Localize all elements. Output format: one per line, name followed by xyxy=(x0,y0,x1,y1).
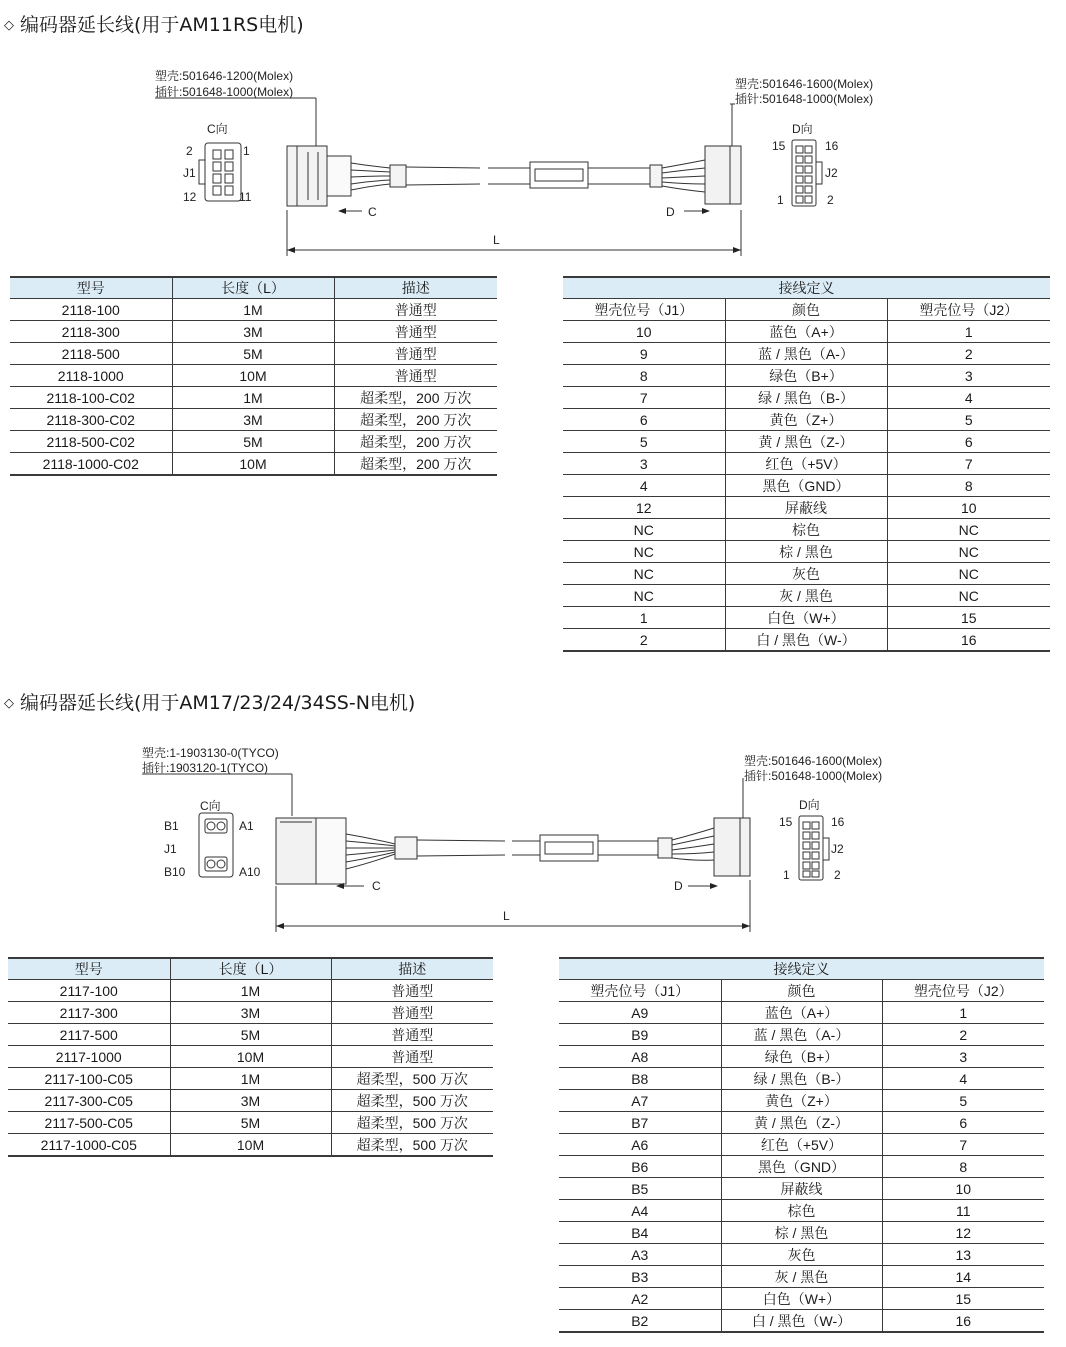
color-cell: 蓝色（A+） xyxy=(721,1002,882,1024)
j1-pin-cell: 6 xyxy=(563,409,725,431)
table-row xyxy=(563,541,1050,563)
c-pin-label: J1 xyxy=(164,842,177,856)
j2-pin-cell: 13 xyxy=(882,1244,1044,1266)
table-row xyxy=(563,321,1050,343)
table-row xyxy=(8,1046,493,1068)
wiring-table-2 xyxy=(559,957,1044,1333)
table-row xyxy=(10,343,497,365)
table-row xyxy=(563,475,1050,497)
table-row xyxy=(563,629,1050,652)
wiring-title: 接线定义 xyxy=(559,958,1044,980)
description-cell: 超柔型，200 万次 xyxy=(334,409,497,431)
color-cell: 黄 / 黑色（Z-） xyxy=(725,431,887,453)
right-note-line-2: 插针:501648-1000(Molex) xyxy=(744,769,883,783)
table-row xyxy=(8,1090,493,1112)
color-cell: 棕色 xyxy=(725,519,887,541)
wiring-subheader-row xyxy=(563,299,1050,321)
section-1-title: ◇ 编码器延长线(用于AM11RS电机) xyxy=(4,14,304,36)
cable-drawing-2 xyxy=(0,740,1066,940)
length-cell: 5M xyxy=(172,431,334,453)
table-row xyxy=(10,321,497,343)
table-row xyxy=(559,1244,1044,1266)
wiring-title: 接线定义 xyxy=(563,277,1050,299)
j2-pin-cell: 6 xyxy=(887,431,1050,453)
d-pin-label: 16 xyxy=(825,139,839,153)
model-cell: 2117-500-C05 xyxy=(8,1112,170,1134)
color-cell: 棕色 xyxy=(721,1200,882,1222)
d-view-label: D向 xyxy=(799,798,820,812)
model-cell: 2118-1000 xyxy=(10,365,172,387)
model-cell: 2118-300-C02 xyxy=(10,409,172,431)
color-cell: 灰 / 黑色 xyxy=(725,585,887,607)
color-cell: 红色（+5V） xyxy=(721,1134,882,1156)
j1-pin-cell: B9 xyxy=(559,1024,721,1046)
description-cell: 普通型 xyxy=(334,321,497,343)
length-cell: 5M xyxy=(170,1112,331,1134)
model-cell: 2117-100-C05 xyxy=(8,1068,170,1090)
j1-pin-cell: 4 xyxy=(563,475,725,497)
wiring-table-1 xyxy=(563,276,1050,652)
col-header: 塑壳位号（J1） xyxy=(559,980,721,1002)
j1-pin-cell: A3 xyxy=(559,1244,721,1266)
left-note-line-2: 插针:501648-1000(Molex) xyxy=(155,85,294,99)
table-row xyxy=(563,563,1050,585)
c-pin-label: B1 xyxy=(164,819,179,833)
j2-pin-cell: 8 xyxy=(887,475,1050,497)
j2-pin-cell: 10 xyxy=(887,497,1050,519)
right-note-line-2: 插针:501648-1000(Molex) xyxy=(735,92,874,106)
color-cell: 灰色 xyxy=(725,563,887,585)
j2-pin-cell: 3 xyxy=(882,1046,1044,1068)
j2-pin-cell: 16 xyxy=(887,629,1050,652)
j2-pin-cell: 7 xyxy=(887,453,1050,475)
table-row xyxy=(8,980,493,1002)
col-header: 长度（L） xyxy=(170,958,331,980)
table-row xyxy=(563,365,1050,387)
description-cell: 普通型 xyxy=(331,1002,493,1024)
col-header: 塑壳位号（J1） xyxy=(563,299,725,321)
description-cell: 超柔型，500 万次 xyxy=(331,1068,493,1090)
j2-pin-cell: 5 xyxy=(887,409,1050,431)
table-row xyxy=(559,1024,1044,1046)
table-row xyxy=(559,1178,1044,1200)
j1-pin-cell: A8 xyxy=(559,1046,721,1068)
c-pin-label: B10 xyxy=(164,865,186,879)
description-cell: 超柔型，500 万次 xyxy=(331,1090,493,1112)
length-cell: 3M xyxy=(172,409,334,431)
j2-pin-cell: NC xyxy=(887,519,1050,541)
d-view-label: D向 xyxy=(792,122,813,136)
color-cell: 红色（+5V） xyxy=(725,453,887,475)
table-row xyxy=(10,387,497,409)
color-cell: 黑色（GND） xyxy=(725,475,887,497)
table-row xyxy=(559,1266,1044,1288)
color-cell: 棕 / 黑色 xyxy=(721,1222,882,1244)
table-row xyxy=(563,607,1050,629)
model-cell: 2118-300 xyxy=(10,321,172,343)
model-cell: 2117-300 xyxy=(8,1002,170,1024)
j1-pin-cell: A4 xyxy=(559,1200,721,1222)
c-view-label: C向 xyxy=(200,799,221,813)
color-cell: 绿 / 黑色（B-） xyxy=(725,387,887,409)
table-row xyxy=(10,453,497,476)
j1-pin-cell: 5 xyxy=(563,431,725,453)
color-cell: 屏蔽线 xyxy=(721,1178,882,1200)
color-cell: 屏蔽线 xyxy=(725,497,887,519)
table-row xyxy=(559,1222,1044,1244)
color-cell: 黄色（Z+） xyxy=(721,1090,882,1112)
table-row xyxy=(10,431,497,453)
c-pin-label: 12 xyxy=(183,190,197,204)
col-header: 颜色 xyxy=(721,980,882,1002)
length-cell: 3M xyxy=(172,321,334,343)
d-pin-label: 1 xyxy=(777,193,784,207)
j1-pin-cell: NC xyxy=(563,541,725,563)
length-cell: 10M xyxy=(170,1134,331,1157)
j2-pin-cell: 15 xyxy=(887,607,1050,629)
wiring-table-body xyxy=(559,980,1044,1333)
color-cell: 灰色 xyxy=(721,1244,882,1266)
col-header: 塑壳位号（J2） xyxy=(882,980,1044,1002)
description-cell: 普通型 xyxy=(334,299,497,321)
table-row xyxy=(559,1112,1044,1134)
table-row xyxy=(8,1134,493,1157)
table-row xyxy=(559,1134,1044,1156)
d-pin-label: 2 xyxy=(827,193,834,207)
j2-pin-cell: 16 xyxy=(882,1310,1044,1333)
color-cell: 蓝色（A+） xyxy=(725,321,887,343)
color-cell: 黑色（GND） xyxy=(721,1156,882,1178)
table-row xyxy=(559,1288,1044,1310)
d-pin-label: 15 xyxy=(779,815,793,829)
section-2-title-text: 编码器延长线(用于AM17/23/24/34SS-N电机) xyxy=(20,692,416,714)
j2-pin-cell: NC xyxy=(887,585,1050,607)
j2-pin-cell: 5 xyxy=(882,1090,1044,1112)
c-pin-label: A10 xyxy=(239,865,261,879)
left-note-line-1: 塑壳:1-1903130-0(TYCO) xyxy=(142,746,279,760)
model-cell: 2118-100 xyxy=(10,299,172,321)
length-cell: 10M xyxy=(172,453,334,476)
table-row xyxy=(559,1046,1044,1068)
length-cell: 5M xyxy=(172,343,334,365)
table-row xyxy=(563,497,1050,519)
j2-pin-cell: 12 xyxy=(882,1222,1044,1244)
j2-pin-cell: 2 xyxy=(887,343,1050,365)
length-cell: 3M xyxy=(170,1090,331,1112)
j1-pin-cell: NC xyxy=(563,563,725,585)
table-row xyxy=(8,1068,493,1090)
table-row xyxy=(10,409,497,431)
color-cell: 蓝 / 黑色（A-） xyxy=(721,1024,882,1046)
length-cell: 10M xyxy=(170,1046,331,1068)
left-note-line-2: 插针:1903120-1(TYCO) xyxy=(142,761,269,775)
section-1-title-text: 编码器延长线(用于AM11RS电机) xyxy=(20,14,304,36)
c-arrow-label: C xyxy=(372,879,381,893)
length-cell: 1M xyxy=(170,980,331,1002)
description-cell: 超柔型，200 万次 xyxy=(334,453,497,476)
j1-pin-cell: B6 xyxy=(559,1156,721,1178)
table-row xyxy=(559,1310,1044,1333)
c-pin-label: A1 xyxy=(239,819,254,833)
length-cell: 10M xyxy=(172,365,334,387)
color-cell: 白色（W+） xyxy=(725,607,887,629)
j2-pin-cell: 4 xyxy=(882,1068,1044,1090)
j2-pin-cell: 8 xyxy=(882,1156,1044,1178)
length-label: L xyxy=(493,233,500,247)
color-cell: 绿色（B+） xyxy=(725,365,887,387)
d-pin-label: 2 xyxy=(834,868,841,882)
j2-pin-cell: 15 xyxy=(882,1288,1044,1310)
table-row xyxy=(559,1068,1044,1090)
cable-diagram-2 xyxy=(0,740,1066,940)
j1-pin-cell: 2 xyxy=(563,629,725,652)
j1-pin-cell: 12 xyxy=(563,497,725,519)
j1-pin-cell: A6 xyxy=(559,1134,721,1156)
model-cell: 2117-300-C05 xyxy=(8,1090,170,1112)
model-cell: 2118-500-C02 xyxy=(10,431,172,453)
table-row xyxy=(563,431,1050,453)
j2-pin-cell: 4 xyxy=(887,387,1050,409)
description-cell: 超柔型，500 万次 xyxy=(331,1112,493,1134)
table-row xyxy=(563,409,1050,431)
j1-pin-cell: 9 xyxy=(563,343,725,365)
color-cell: 黄色（Z+） xyxy=(725,409,887,431)
color-cell: 蓝 / 黑色（A-） xyxy=(725,343,887,365)
description-cell: 普通型 xyxy=(331,1024,493,1046)
right-note-line-1: 塑壳:501646-1600(Molex) xyxy=(735,77,874,91)
d-pin-label: 16 xyxy=(831,815,845,829)
color-cell: 黄 / 黑色（Z-） xyxy=(721,1112,882,1134)
model-table-body xyxy=(10,299,497,476)
j1-pin-cell: A7 xyxy=(559,1090,721,1112)
cable-diagram-1 xyxy=(0,60,1066,260)
j1-pin-cell: NC xyxy=(563,585,725,607)
color-cell: 灰 / 黑色 xyxy=(721,1266,882,1288)
model-cell: 2117-1000 xyxy=(8,1046,170,1068)
wiring-subheader-row xyxy=(559,980,1044,1002)
j1-pin-cell: A9 xyxy=(559,1002,721,1024)
description-cell: 超柔型，500 万次 xyxy=(331,1134,493,1157)
c-pin-label: 11 xyxy=(239,190,252,204)
col-header: 长度（L） xyxy=(172,277,334,299)
d-pin-label: J2 xyxy=(825,166,838,180)
model-table-body xyxy=(8,980,493,1157)
table-row xyxy=(8,1112,493,1134)
table-row xyxy=(563,387,1050,409)
length-cell: 3M xyxy=(170,1002,331,1024)
d-pin-label: 1 xyxy=(783,868,790,882)
j1-pin-cell: B8 xyxy=(559,1068,721,1090)
model-cell: 2118-1000-C02 xyxy=(10,453,172,476)
col-header: 型号 xyxy=(8,958,170,980)
description-cell: 普通型 xyxy=(331,980,493,1002)
cable-drawing-1 xyxy=(0,60,1066,260)
description-cell: 超柔型，200 万次 xyxy=(334,387,497,409)
j2-pin-cell: 3 xyxy=(887,365,1050,387)
d-pin-label: 15 xyxy=(772,139,786,153)
section-2-title: ◇ 编码器延长线(用于AM17/23/24/34SS-N电机) xyxy=(4,692,416,714)
c-pin-label: 2 xyxy=(186,144,193,158)
description-cell: 普通型 xyxy=(334,343,497,365)
table-row xyxy=(10,365,497,387)
table-row xyxy=(559,1090,1044,1112)
color-cell: 白 / 黑色（W-） xyxy=(721,1310,882,1333)
j1-pin-cell: B5 xyxy=(559,1178,721,1200)
table-row xyxy=(8,1002,493,1024)
length-cell: 1M xyxy=(172,387,334,409)
d-arrow-label: D xyxy=(674,879,683,893)
j1-pin-cell: 3 xyxy=(563,453,725,475)
j2-pin-cell: NC xyxy=(887,541,1050,563)
j1-pin-cell: B2 xyxy=(559,1310,721,1333)
model-cell: 2118-100-C02 xyxy=(10,387,172,409)
j1-pin-cell: 1 xyxy=(563,607,725,629)
table-row xyxy=(559,1156,1044,1178)
table-row xyxy=(563,343,1050,365)
col-header: 塑壳位号（J2） xyxy=(887,299,1050,321)
j2-pin-cell: 1 xyxy=(882,1002,1044,1024)
model-cell: 2117-1000-C05 xyxy=(8,1134,170,1157)
j2-pin-cell: 14 xyxy=(882,1266,1044,1288)
c-arrow-label: C xyxy=(368,205,377,219)
j2-pin-cell: 1 xyxy=(887,321,1050,343)
left-note-line-1: 塑壳:501646-1200(Molex) xyxy=(155,69,294,83)
c-pin-label: J1 xyxy=(183,166,196,180)
c-view-label: C向 xyxy=(207,122,228,136)
model-cell: 2117-500 xyxy=(8,1024,170,1046)
c-pin-label: 1 xyxy=(243,144,250,158)
j2-pin-cell: NC xyxy=(887,563,1050,585)
j1-pin-cell: B7 xyxy=(559,1112,721,1134)
model-cell: 2117-100 xyxy=(8,980,170,1002)
table-row xyxy=(563,519,1050,541)
description-cell: 普通型 xyxy=(331,1046,493,1068)
wiring-table-body xyxy=(563,299,1050,652)
table-row xyxy=(8,1024,493,1046)
length-cell: 1M xyxy=(170,1068,331,1090)
model-table-2 xyxy=(8,957,493,1157)
j2-pin-cell: 6 xyxy=(882,1112,1044,1134)
j2-pin-cell: 7 xyxy=(882,1134,1044,1156)
j1-pin-cell: B3 xyxy=(559,1266,721,1288)
color-cell: 棕 / 黑色 xyxy=(725,541,887,563)
table-row xyxy=(563,453,1050,475)
j1-pin-cell: 10 xyxy=(563,321,725,343)
table-row xyxy=(563,585,1050,607)
j1-pin-cell: B4 xyxy=(559,1222,721,1244)
model-cell: 2118-500 xyxy=(10,343,172,365)
col-header: 描述 xyxy=(331,958,493,980)
j1-pin-cell: 7 xyxy=(563,387,725,409)
col-header: 描述 xyxy=(334,277,497,299)
table-row xyxy=(559,1002,1044,1024)
model-table-1 xyxy=(10,276,497,476)
color-cell: 绿色（B+） xyxy=(721,1046,882,1068)
description-cell: 超柔型，200 万次 xyxy=(334,431,497,453)
j1-pin-cell: NC xyxy=(563,519,725,541)
color-cell: 白色（W+） xyxy=(721,1288,882,1310)
d-pin-label: J2 xyxy=(831,842,844,856)
j2-pin-cell: 10 xyxy=(882,1178,1044,1200)
j1-pin-cell: A2 xyxy=(559,1288,721,1310)
color-cell: 白 / 黑色（W-） xyxy=(725,629,887,652)
col-header: 型号 xyxy=(10,277,172,299)
table-row xyxy=(559,1200,1044,1222)
length-label: L xyxy=(503,909,510,923)
length-cell: 5M xyxy=(170,1024,331,1046)
length-cell: 1M xyxy=(172,299,334,321)
j1-pin-cell: 8 xyxy=(563,365,725,387)
right-note-line-1: 塑壳:501646-1600(Molex) xyxy=(744,754,883,768)
col-header: 颜色 xyxy=(725,299,887,321)
description-cell: 普通型 xyxy=(334,365,497,387)
table-row xyxy=(10,299,497,321)
j2-pin-cell: 2 xyxy=(882,1024,1044,1046)
d-arrow-label: D xyxy=(666,205,675,219)
color-cell: 绿 / 黑色（B-） xyxy=(721,1068,882,1090)
j2-pin-cell: 11 xyxy=(882,1200,1044,1222)
